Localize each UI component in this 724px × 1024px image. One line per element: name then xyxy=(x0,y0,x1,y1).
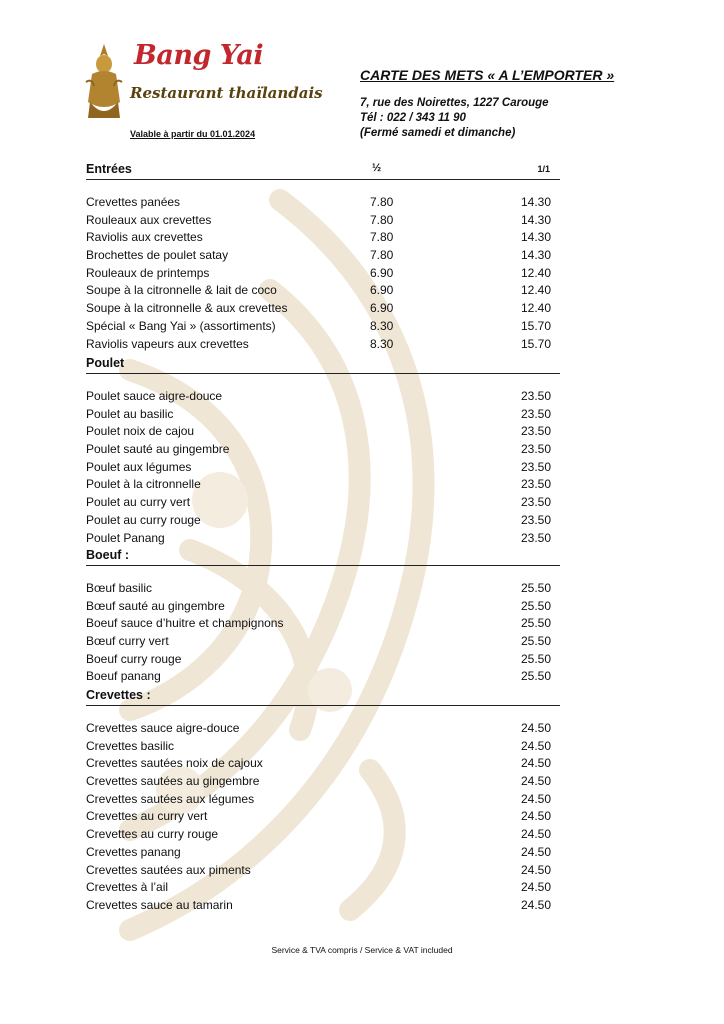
menu-item-price: 23.50 xyxy=(520,530,551,545)
menu-item-name: Soupe à la citronnelle & lait de coco xyxy=(86,283,277,298)
menu-item-name: Rouleaux de printemps xyxy=(86,265,210,280)
menu-item-price: 25.50 xyxy=(520,616,551,631)
menu-item-price: 24.50 xyxy=(520,721,551,735)
menu-item-price: 23.50 xyxy=(520,512,551,527)
menu-item xyxy=(86,476,560,494)
menu-item xyxy=(86,494,560,512)
menu-item-price: 24.50 xyxy=(520,791,551,806)
menu-item-price: 24.50 xyxy=(520,880,551,895)
menu-item-price: 15.70 xyxy=(520,336,551,351)
menu-item xyxy=(86,651,560,669)
menu-item-name: Poulet sauté au gingembre xyxy=(86,442,230,457)
menu-item-name: Raviolis aux crevettes xyxy=(86,230,203,245)
menu-rows xyxy=(86,194,560,353)
menu-item-half-price: 7.80 xyxy=(370,248,394,263)
address: 7, rue des Noirettes, 1227 Carouge xyxy=(360,97,549,109)
menu-item xyxy=(86,229,560,247)
menu-item xyxy=(86,406,560,424)
menu-item-name: Raviolis vapeurs aux crevettes xyxy=(86,336,249,351)
menu-item-name: Poulet au basilic xyxy=(86,406,174,421)
menu-item-name: Crevettes à l’ail xyxy=(86,880,169,895)
menu-item-price: 25.50 xyxy=(520,598,551,613)
menu-item-half-price: 6.90 xyxy=(370,283,394,298)
menu-item xyxy=(86,897,560,915)
menu-item xyxy=(86,808,560,826)
menu-item xyxy=(86,773,560,791)
menu-item-price: 12.40 xyxy=(520,301,551,316)
menu-item-price: 24.50 xyxy=(520,774,551,789)
menu-item-name: Bœuf curry vert xyxy=(86,634,169,649)
section-title: Boeuf : xyxy=(86,548,130,562)
menu-item-name: Poulet sauce aigre-douce xyxy=(86,389,223,403)
menu-item xyxy=(86,844,560,862)
section-title: Poulet xyxy=(86,356,125,370)
section-header xyxy=(86,689,560,706)
menu-item xyxy=(86,282,560,300)
menu-item xyxy=(86,388,560,406)
menu-item xyxy=(86,598,560,616)
menu-item-price: 24.50 xyxy=(520,862,551,877)
menu-item-name: Crevettes au curry vert xyxy=(86,809,208,824)
menu-item xyxy=(86,212,560,230)
menu-item-name: Boeuf sauce d’huitre et champignons xyxy=(86,616,284,631)
menu-item xyxy=(86,459,560,477)
menu-item xyxy=(86,336,560,354)
menu-item-name: Poulet Panang xyxy=(86,530,165,545)
menu-item xyxy=(86,755,560,773)
menu-item-half-price: 6.90 xyxy=(370,265,394,280)
menu-item-half-price: 7.80 xyxy=(370,230,394,245)
menu-item xyxy=(86,826,560,844)
menu-item xyxy=(86,580,560,598)
menu-rows xyxy=(86,580,560,686)
menu-item-name: Bœuf sauté au gingembre xyxy=(86,598,225,613)
menu-item xyxy=(86,265,560,283)
menu-item-price: 24.50 xyxy=(520,844,551,859)
section-header xyxy=(86,549,560,566)
menu-item xyxy=(86,668,560,686)
section-header xyxy=(86,357,560,374)
menu-item-price: 23.50 xyxy=(520,477,551,492)
section-entrees xyxy=(86,163,560,353)
menu-item-name: Poulet aux légumes xyxy=(86,459,192,474)
menu-item-price: 15.70 xyxy=(520,318,551,333)
menu-item-price: 23.50 xyxy=(520,424,551,439)
section-title: Crevettes : xyxy=(86,688,151,702)
menu-item-name: Spécial « Bang Yai » (assortiments) xyxy=(86,318,276,333)
menu-item-name: Crevettes sautées aux piments xyxy=(86,862,251,877)
menu-item-half-price: 7.80 xyxy=(370,212,394,227)
menu-item-name: Crevettes sautées au gingembre xyxy=(86,774,260,789)
menu-item-name: Boeuf panang xyxy=(86,669,161,684)
menu-item xyxy=(86,423,560,441)
section-crevettes xyxy=(86,689,560,915)
menu-item-price: 23.50 xyxy=(520,442,551,457)
menu-item xyxy=(86,512,560,530)
menu-item xyxy=(86,633,560,651)
menu-item-name: Crevettes sautées noix de cajoux xyxy=(86,756,263,771)
menu-item-price: 24.50 xyxy=(520,756,551,771)
menu-item-price: 25.50 xyxy=(520,581,551,595)
brand-subtitle: Restaurant thaïlandais xyxy=(130,84,323,102)
menu-item xyxy=(86,862,560,880)
menu-item-name: Crevettes au curry rouge xyxy=(86,827,219,842)
menu-item-name: Crevettes basilic xyxy=(86,738,175,753)
menu-item-price: 14.30 xyxy=(520,248,551,263)
menu-item-name: Crevettes sauce au tamarin xyxy=(86,897,233,912)
menu-item-price: 24.50 xyxy=(520,897,551,912)
menu-item-name: Crevettes sauce aigre-douce xyxy=(86,721,240,735)
brand-name: Bang Yai xyxy=(134,40,264,71)
footer-note: Service & TVA compris / Service & VAT included xyxy=(271,945,453,955)
thai-figure-logo-icon xyxy=(84,42,124,120)
menu-item-price: 14.30 xyxy=(520,230,551,245)
menu-item xyxy=(86,791,560,809)
menu-rows xyxy=(86,388,560,547)
section-title: Entrées xyxy=(86,162,132,176)
menu-item xyxy=(86,194,560,212)
menu-item-price: 24.50 xyxy=(520,827,551,842)
menu-item-name: Poulet noix de cajou xyxy=(86,424,195,439)
menu-item xyxy=(86,318,560,336)
menu-item-price: 25.50 xyxy=(520,651,551,666)
menu-item-price: 25.50 xyxy=(520,669,551,684)
menu-item-price: 23.50 xyxy=(520,406,551,421)
section-poulet xyxy=(86,357,560,547)
menu-item-name: Soupe à la citronnelle & aux crevettes xyxy=(86,301,288,316)
menu-item-name: Crevettes sautées aux légumes xyxy=(86,791,255,806)
menu-item-price: 14.30 xyxy=(520,195,551,209)
menu-item-name: Brochettes de poulet satay xyxy=(86,248,229,263)
column-full-label: 1/1 xyxy=(537,164,550,174)
menu-item-name: Poulet au curry rouge xyxy=(86,512,201,527)
menu-title: CARTE DES METS « A L’EMPORTER » xyxy=(360,67,615,83)
menu-item-price: 25.50 xyxy=(520,634,551,649)
menu-item-half-price: 8.30 xyxy=(370,318,394,333)
menu-item xyxy=(86,738,560,756)
menu-item xyxy=(86,530,560,548)
menu-item-name: Poulet au curry vert xyxy=(86,495,191,510)
menu-item xyxy=(86,879,560,897)
opening-hours: (Fermé samedi et dimanche) xyxy=(360,127,516,139)
menu-item xyxy=(86,441,560,459)
menu-item-price: 23.50 xyxy=(520,389,551,403)
menu-item-price: 23.50 xyxy=(520,495,551,510)
phone: Tél : 022 / 343 11 90 xyxy=(360,112,466,124)
menu-item-price: 14.30 xyxy=(520,212,551,227)
menu-item-name: Poulet à la citronnelle xyxy=(86,477,201,492)
menu-item-half-price: 6.90 xyxy=(370,301,394,316)
menu-item-name: Boeuf curry rouge xyxy=(86,651,182,666)
menu-item-price: 23.50 xyxy=(520,459,551,474)
menu-item-name: Crevettes panang xyxy=(86,844,181,859)
menu-item xyxy=(86,615,560,633)
menu-item xyxy=(86,720,560,738)
menu-item-name: Bœuf basilic xyxy=(86,581,153,595)
menu-rows xyxy=(86,720,560,915)
menu-item-price: 12.40 xyxy=(520,283,551,298)
menu-item-price: 24.50 xyxy=(520,738,551,753)
section-boeuf xyxy=(86,549,560,686)
menu-item-half-price: 8.30 xyxy=(370,336,394,351)
menu-item-price: 12.40 xyxy=(520,265,551,280)
menu-item xyxy=(86,300,560,318)
menu-item-price: 24.50 xyxy=(520,809,551,824)
menu-item xyxy=(86,247,560,265)
contact-block xyxy=(360,96,549,141)
menu-item-name: Crevettes panées xyxy=(86,195,181,209)
menu-item-name: Rouleaux aux crevettes xyxy=(86,212,212,227)
column-half-label: ½ xyxy=(372,162,382,174)
menu-item-half-price: 7.80 xyxy=(370,195,394,209)
valid-from-date: Valable à partir du 01.01.2024 xyxy=(130,129,256,139)
section-header xyxy=(86,163,560,180)
